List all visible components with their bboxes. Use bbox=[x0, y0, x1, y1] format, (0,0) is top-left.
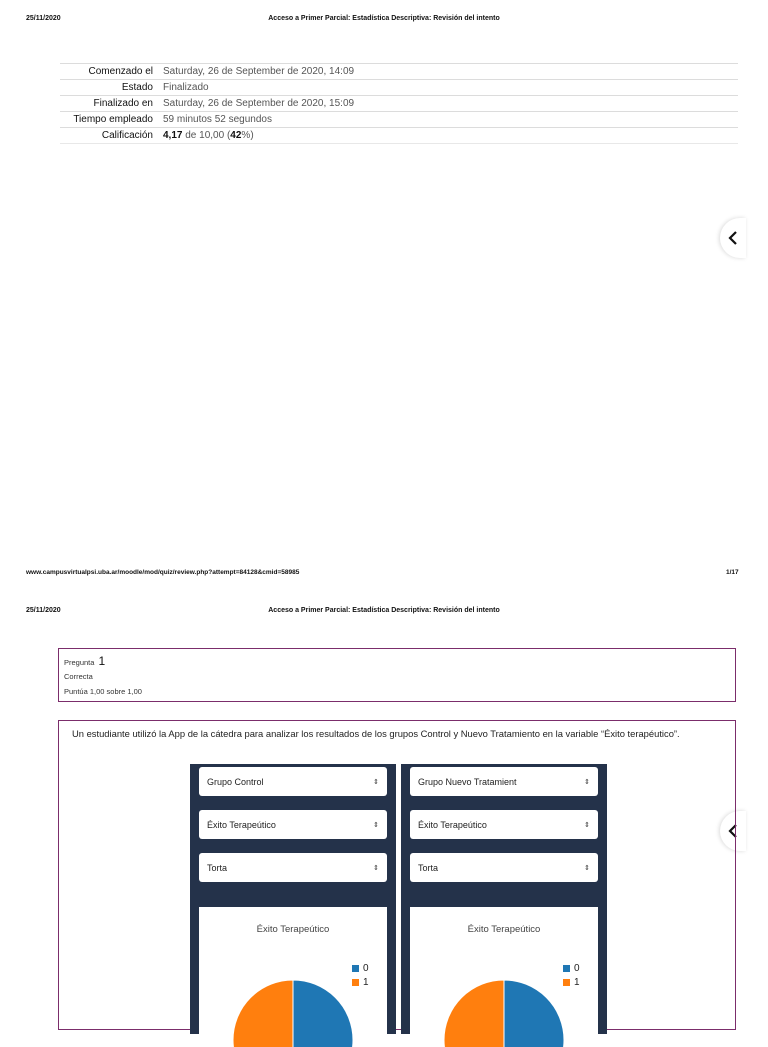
group-select[interactable] bbox=[199, 767, 387, 796]
print-title: Acceso a Primer Parcial: Estadística Descriptiva: Revisión del intento bbox=[268, 607, 500, 614]
chevron-left-icon bbox=[726, 230, 740, 246]
summary-row bbox=[60, 128, 738, 144]
variable-select[interactable] bbox=[410, 810, 598, 839]
grade-max: de 10,00 ( bbox=[185, 130, 231, 141]
drawer-toggle-button[interactable] bbox=[720, 218, 746, 258]
print-date: 25/11/2020 bbox=[26, 607, 61, 614]
variable-select-value: Éxito Terapeútico bbox=[207, 819, 276, 830]
group-select-value: Grupo Nuevo Tratamient bbox=[418, 776, 517, 787]
chart-type-select-value: Torta bbox=[418, 862, 439, 873]
updown-arrow-icon: ⇕ bbox=[584, 864, 590, 872]
chart-type-select-value: Torta bbox=[207, 862, 228, 873]
updown-arrow-icon: ⇕ bbox=[373, 864, 379, 872]
legend-label: 1 bbox=[363, 977, 369, 988]
pie-slice-0 bbox=[504, 980, 564, 1047]
app-panel-control bbox=[190, 764, 396, 1034]
legend-label: 0 bbox=[574, 963, 580, 974]
summary-value: Finalizado bbox=[163, 80, 738, 96]
question-label: Pregunta bbox=[64, 658, 95, 667]
question-text-box bbox=[58, 720, 736, 1030]
pie-slice-1 bbox=[444, 980, 504, 1047]
question-text: Un estudiante utilizó la App de la cátedra para analizar los resultados de los grupos Control y Nuevo Tratamiento en la variable “Éxito terapéutico”. bbox=[72, 728, 680, 739]
chart-type-select[interactable] bbox=[410, 853, 598, 882]
grade-percent: 42 bbox=[230, 130, 242, 141]
chart-card bbox=[199, 907, 387, 1047]
summary-label: Estado bbox=[60, 80, 163, 96]
group-select[interactable] bbox=[410, 767, 598, 796]
variable-select-value: Éxito Terapeútico bbox=[418, 819, 487, 830]
updown-arrow-icon: ⇕ bbox=[373, 821, 379, 829]
summary-value: 59 minutos 52 segundos bbox=[163, 112, 738, 128]
variable-select[interactable] bbox=[199, 810, 387, 839]
updown-arrow-icon: ⇕ bbox=[584, 821, 590, 829]
question-grade: Puntúa 1,00 sobre 1,00 bbox=[64, 687, 142, 696]
pie-slice-0 bbox=[293, 980, 353, 1047]
question-info-box bbox=[58, 648, 736, 702]
question-number bbox=[64, 654, 105, 668]
chart-title: Éxito Terapeútico bbox=[467, 924, 541, 935]
grade-value bbox=[163, 128, 738, 144]
pie-slice-1 bbox=[233, 980, 293, 1047]
updown-arrow-icon: ⇕ bbox=[584, 778, 590, 786]
print-title: Acceso a Primer Parcial: Estadística Descriptiva: Revisión del intento bbox=[268, 15, 500, 22]
pie-chart bbox=[199, 907, 387, 1047]
summary-row bbox=[60, 80, 738, 96]
legend-label: 1 bbox=[574, 977, 580, 988]
summary-value: Saturday, 26 de September de 2020, 14:09 bbox=[163, 64, 738, 80]
question-state: Correcta bbox=[64, 672, 93, 681]
summary-label: Comenzado el bbox=[60, 64, 163, 80]
group-select-value: Grupo Control bbox=[207, 776, 264, 787]
grade-close: %) bbox=[241, 130, 254, 141]
chart-type-select[interactable] bbox=[199, 853, 387, 882]
grade-score: 4,17 bbox=[163, 130, 183, 141]
chart-card bbox=[410, 907, 598, 1047]
pie-chart bbox=[410, 907, 598, 1047]
summary-label: Finalizado en bbox=[60, 96, 163, 112]
updown-arrow-icon: ⇕ bbox=[373, 778, 379, 786]
print-url: www.campusvirtualpsi.uba.ar/moodle/mod/quiz/review.php?attempt=84128&cmid=58985 bbox=[26, 569, 300, 576]
app-panel-treatment bbox=[401, 764, 607, 1034]
question-number-value: 1 bbox=[98, 654, 106, 668]
legend-label: 0 bbox=[363, 963, 369, 974]
summary-value: Saturday, 26 de September de 2020, 15:09 bbox=[163, 96, 738, 112]
attempt-summary-table bbox=[60, 63, 738, 144]
print-date: 25/11/2020 bbox=[26, 15, 61, 22]
summary-label: Tiempo empleado bbox=[60, 112, 163, 128]
summary-row bbox=[60, 96, 738, 112]
summary-row bbox=[60, 64, 738, 80]
summary-row bbox=[60, 112, 738, 128]
summary-label: Calificación bbox=[60, 128, 163, 144]
chart-title: Éxito Terapeútico bbox=[256, 924, 330, 935]
print-page-number: 1/17 bbox=[726, 569, 739, 576]
